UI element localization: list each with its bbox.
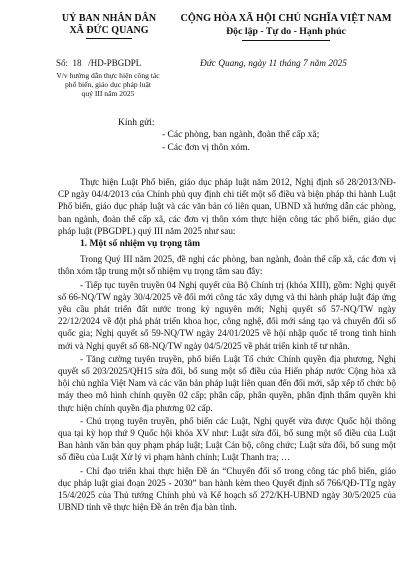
task-bullet-4: - Chỉ đạo triển khai thực hiện Đề án “Chuyển đổi số trong công tác phổ biến, giáo dục pháp luật giai đoạn 2025 - 2030” ban hành kèm theo Quyết định số 766/QĐ-TTg ngày 15/4/2025 của Thủ tướng Chính phủ và Kế hoạch số 272/KH-UBND ngày 30/5/2025 của UBND tỉnh về thực hiện Đề án trên địa bàn tỉnh. [58,465,396,513]
subject-line-1: V/v hướng dẫn thực hiện công tác [56,71,160,80]
recipients-label: Kính gửi: [118,118,155,128]
task-bullet-1: - Tiếp tục tuyên truyền 04 Nghị quyết của Bộ Chính trị (khóa XIII), gồm: Nghị quyết số 66-NQ/TW ngày 30/4/2025 về đổi mới công tác xây dựng và thi hành pháp luật đáp ứng yêu cầu phát triển đất nước trong kỷ nguyên mới; Nghị quyết số 57-NQ/TW ngày 22/12/2024 về đột phá phát triển khoa học, công nghệ, đổi mới sáng tạo và chuyển đổi số quốc gia; Nghị quyết số 59-NQ/TW ngày 24/01/2025 về hội nhập quốc tế trong tình hình mới và Nghị quyết số 68-NQ/TW ngày 04/5/2025 về phát triển kinh tế tư nhân. [58,279,396,351]
section-1-intro: Trong Quý III năm 2025, đề nghị các phòng, ban ngành, đoàn thể cấp xã, các đơn vị thôn xóm tập trung một số nhiệm vụ trọng tâm sau đây: [58,254,396,277]
motto-underline [242,40,330,41]
nation-motto: Độc lập - Tự do - Hạnh phúc [226,26,346,37]
issue-date: Đức Quang, ngày 11 tháng 7 năm 2025 [200,59,347,69]
org-underline [86,38,132,39]
recipient-item-2: - Các đơn vị thôn xóm. [162,143,250,153]
org-commune: XÃ ĐỨC QUANG [69,25,149,36]
document-number: Số: 18 /HD-PBGDPL [56,58,142,68]
task-bullet-3: - Chú trọng tuyên truyền, phổ biến các Luật, Nghị quyết vừa được Quốc hội thông qua tại kỳ họp thứ 9 Quốc hội khóa XV như: Luật sửa đổi, bổ sung một số điều của Luật Ban hành văn bản quy phạm pháp luật; Luật Cán bộ, công chức; Luật sửa đổi, bổ sung một số điều của Luật Xử lý vi phạm hành chính; Luật Thanh tra; … [58,415,396,463]
subject-line-2: phổ biến, giáo dục pháp luật [64,80,152,89]
section-1-heading: 1. Một số nhiệm vụ trọng tâm [80,239,201,250]
org-name: UỶ BAN NHÂN DÂN [61,13,157,24]
intro-paragraph: Thực hiện Luật Phổ biến, giáo dục pháp luật năm 2012, Nghị định số 28/2013/NĐ-CP ngày 04/4/2013 của Chính phủ quy định chi tiết một số điều và biện pháp thi hành Luật Phổ biến, giáo dục pháp luật và các văn bản có liên quan, UBND xã hướng dẫn các phòng, ban ngành, đoàn thể cấp xã, các đơn vị thôn xóm thực hiện công tác phổ biến, giáo dục pháp luật (PBGDPL) quý III năm 2025 như sau: [58,177,396,236]
document-body [58,176,396,514]
task-bullet-2: - Tăng cường tuyên truyền, phổ biến Luật Tổ chức Chính quyền địa phương, Nghị quyết số 203/2025/QH15 sửa đổi, bổ sung một số điều của Hiến pháp nước Cộng hòa xã hội chủ nghĩa Việt Nam và các văn bản pháp luật liên quan đến đổi mới, sắp xếp tổ chức bộ máy theo mô hình chính quyền 02 cấp; phân cấp, phân quyền, phân định thẩm quyền khi thực hiện chính quyền địa phương 02 cấp. [58,353,396,413]
nation-title: CỘNG HÒA XÃ HỘI CHỦ NGHĨA VIỆT NAM [180,13,392,24]
recipient-item-1: - Các phòng, ban ngành, đoàn thể cấp xã; [162,130,320,140]
subject-line-3: quý III năm 2025 [81,89,135,98]
